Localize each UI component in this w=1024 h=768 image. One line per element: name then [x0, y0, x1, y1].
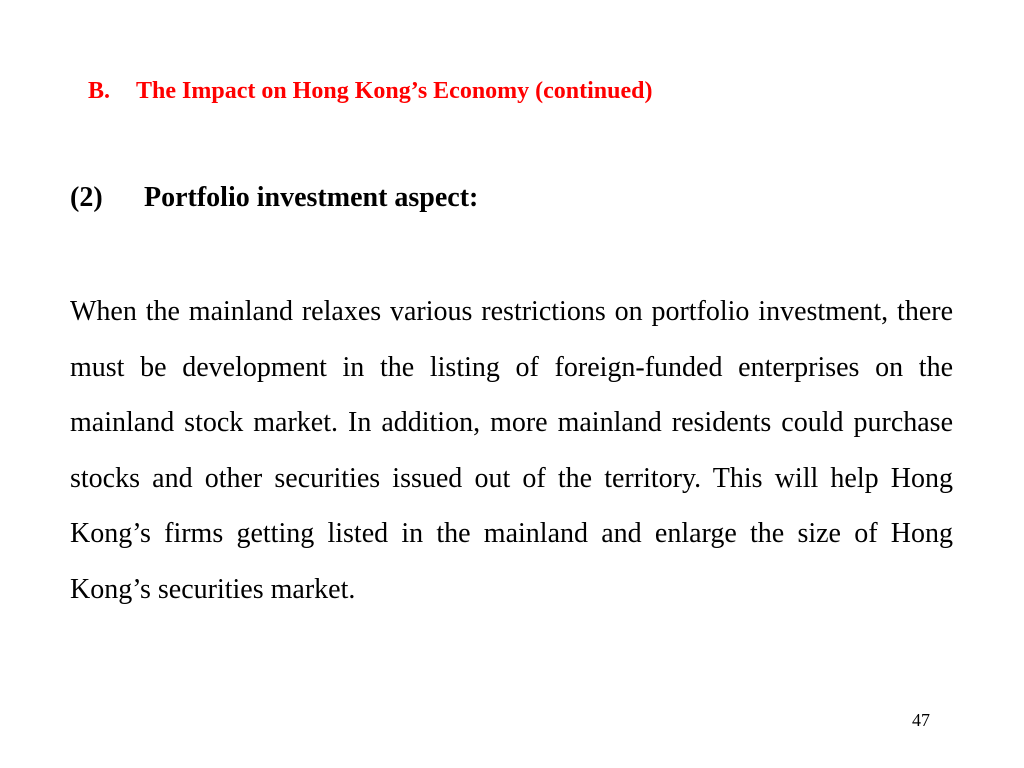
heading-title: The Impact on Hong Kong’s Economy (continued) — [136, 78, 653, 104]
section-heading — [70, 180, 478, 216]
page-number: 47 — [912, 710, 930, 730]
section-title: Portfolio investment aspect: — [144, 182, 479, 213]
body-paragraph: When the mainland relaxes various restrictions on portfolio investment, there must be development in the listing of foreign-funded enterprises on the mainland stock market. In addition, more mainland residents could purchase stocks and other securities issued out of the territory. This will help Hong Kong’s firms getting listed in the mainland and enlarge the size of Hong Kong’s securities market. — [70, 296, 953, 605]
heading-marker: B. — [88, 78, 111, 104]
section-number: (2) — [70, 182, 103, 213]
slide-heading — [88, 76, 653, 106]
